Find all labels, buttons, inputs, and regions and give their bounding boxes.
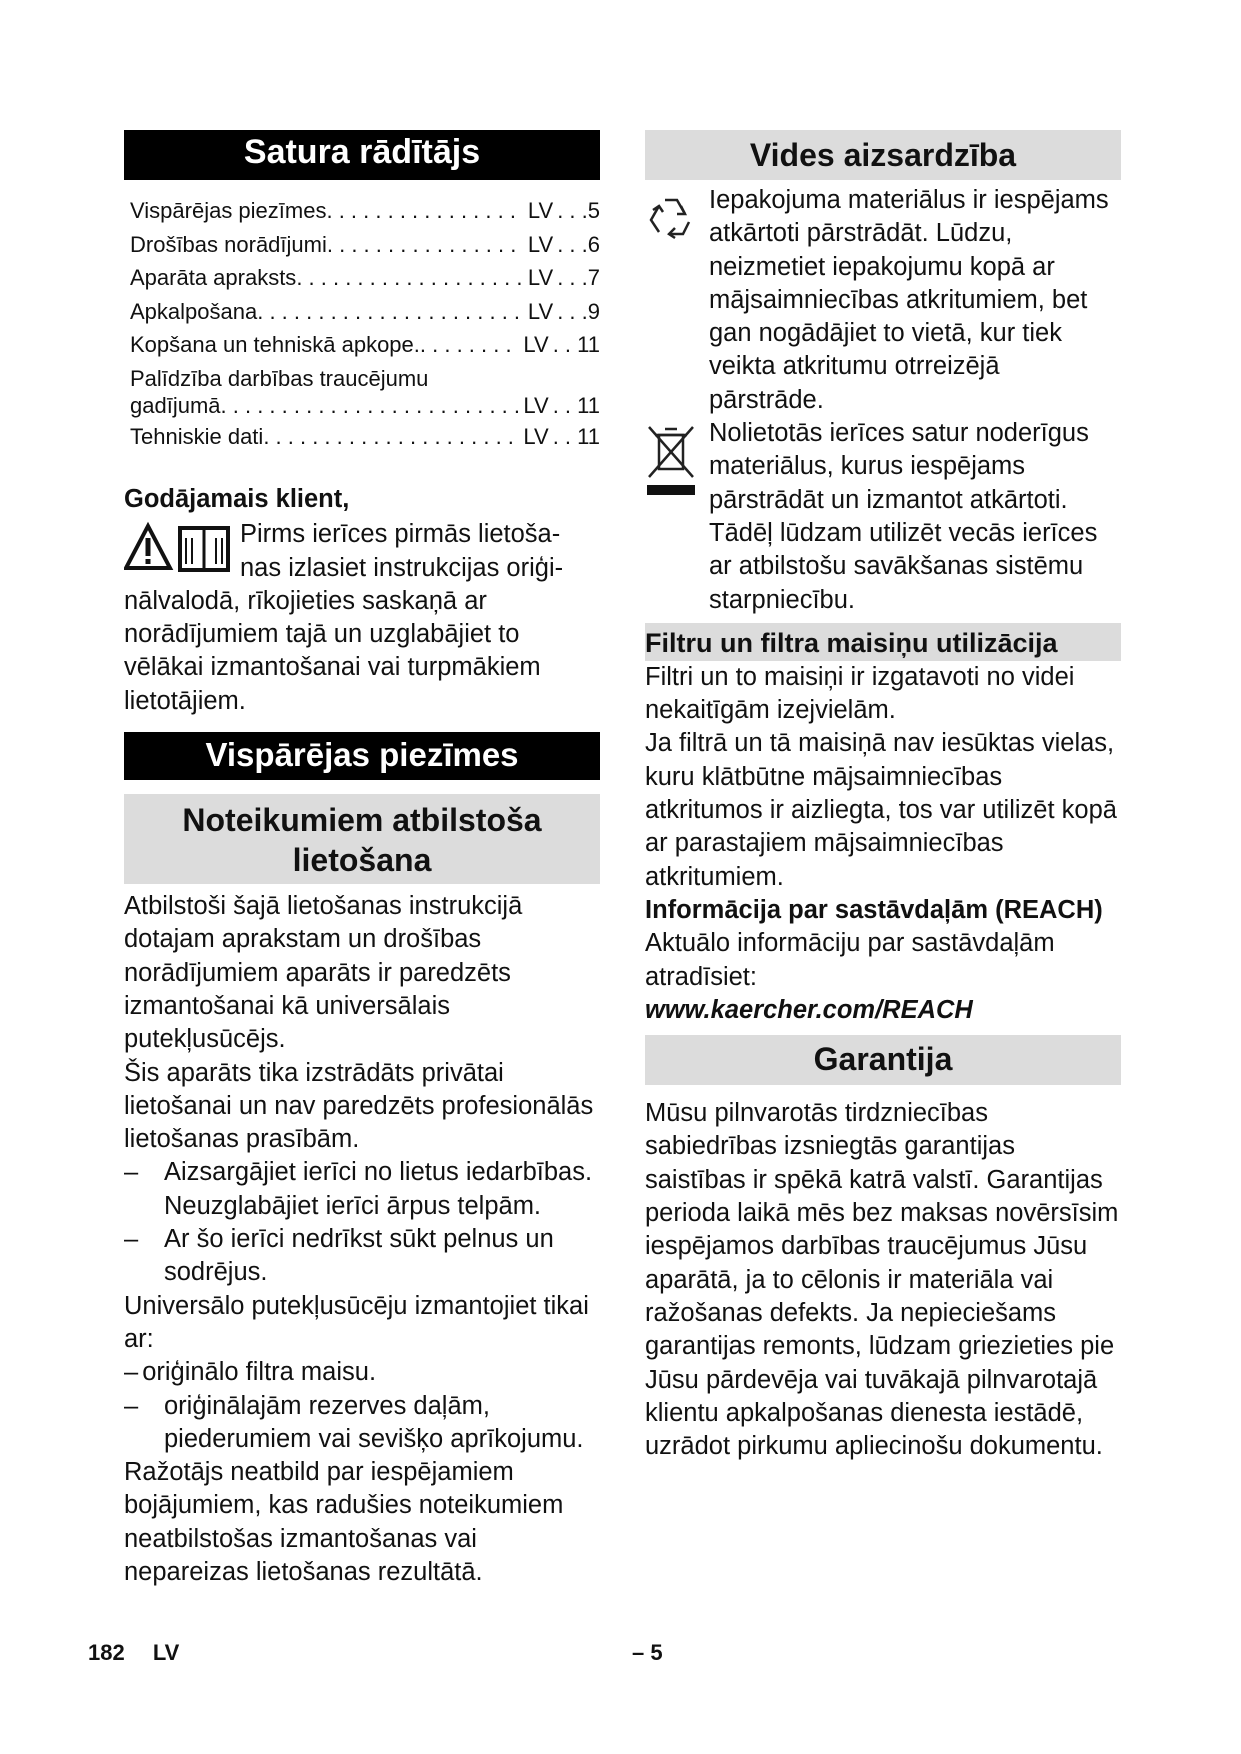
- left-column: [124, 130, 600, 1589]
- warranty-text: Mūsu pilnvarotās tirdzniecības sabiedrības izsniegtās garantijas saistības ir spēkā katrā valstī. Garantijas perioda laikā mēs bez maksas novērsīsim iespējamos darbības traucējumus Jūsu aparātā, ja to cēlonis ir materiāla vai ražošanas defekts. Ja nepieciešams garantijas remonts, lūdzam griezieties pie Jūsu pārdevēja vai tuvākajā pilnvarotajā klientu apkalpošanas dienesta iestādē, uzrādot pirkumu apliecinošu dokumentu.: [645, 1099, 1119, 1461]
- warranty-title: Garantija: [645, 1035, 1121, 1085]
- paragraph: Universālo putekļusūcēju izmantojiet tikai ar:: [124, 1291, 589, 1353]
- list-item: [124, 1390, 600, 1457]
- toc-title: Vispārējas piezīmes: [130, 198, 327, 223]
- intro-first-lines: [240, 518, 563, 585]
- toc-title: gadījumā: [130, 392, 221, 418]
- greeting: Godājamais klient,: [124, 485, 350, 513]
- subsection-title: Noteikumiem atbilstoša lietošana: [124, 794, 600, 884]
- right-column: [645, 130, 1121, 1463]
- paragraph: Filtri un to maisiņi ir izgatavoti no videi nekaitīgām izejvielām.: [645, 662, 1075, 725]
- toc-title: Drošības norādījumi: [130, 231, 327, 257]
- list-item: [124, 1156, 600, 1223]
- bullet-dash: –: [124, 1358, 139, 1387]
- toc-title-line1: Palīdzība darbības traucējumu: [130, 365, 429, 391]
- reach-text: Aktuālo informāciju par sastāvdaļām atradīsiet:: [645, 929, 1055, 991]
- toc-page-num: 11: [577, 423, 600, 449]
- toc-page-num: 9: [587, 298, 600, 324]
- toc-header: Satura rādītājs: [124, 130, 600, 180]
- toc-page-num: 11: [577, 332, 600, 357]
- toc-page-num: 6: [587, 231, 600, 257]
- toc-page: . . .6: [557, 231, 600, 257]
- toc-page-num: 7: [587, 265, 600, 290]
- center-page-mark: – 5: [632, 1640, 663, 1665]
- toc-row[interactable]: [124, 261, 600, 295]
- toc-lang: LV: [523, 392, 549, 418]
- bullet-dash: –: [124, 1391, 139, 1420]
- footer-language: LV: [152, 1640, 180, 1665]
- recycling-icon: [645, 184, 709, 249]
- reach-link[interactable]: www.kaercher.com/REACH: [645, 995, 973, 1024]
- list-item: [124, 1223, 600, 1290]
- list-item-text: oriģinālajām rezerves daļām, piederumiem vai sevišķo aprīkojumu.: [164, 1391, 584, 1453]
- toc-row[interactable]: [124, 228, 600, 262]
- crossed-bin-icon: [645, 417, 709, 508]
- intro-line-2: nas izlasiet instrukcijas oriģi-: [240, 553, 564, 582]
- toc-leader: [221, 392, 520, 420]
- reach-title: Informācija par sastāvdaļām (REACH): [645, 895, 1103, 924]
- toc-page: . . 11: [552, 392, 600, 418]
- bullet-list: [124, 1156, 600, 1289]
- env-title: Vides aizsardzība: [645, 130, 1121, 180]
- paragraph: Ja filtrā un tā maisiņā nav iesūktas vielas, kuru klātbūtne mājsaimniecības atkritumos ir aizliegta, tos var utilizēt kopā ar parastajiem mājsaimniecības atkritumiem.: [645, 729, 1117, 891]
- list-item-text: Aizsargājiet ierīci no lietus iedarbības. Neuzglabājiet ierīci ārpus telpām.: [164, 1158, 593, 1220]
- intro-row: [124, 518, 600, 585]
- toc-leader: [257, 295, 524, 329]
- toc-title: Kopšana un tehniskā apkope.: [130, 332, 420, 357]
- toc-lang: LV: [527, 265, 554, 290]
- bullet-dash: –: [124, 1225, 139, 1254]
- intro-line-1: Pirms ierīces pirmās lietoša-: [240, 520, 561, 549]
- bullet-list: [124, 1356, 600, 1456]
- toc-page: . . .9: [557, 298, 600, 324]
- toc-title: Tehniskie dati: [130, 423, 264, 449]
- paragraph: Šis aparāts tika izstrādāts privātai lietošanai un nav paredzēts profesionālās lietošanas prasībām.: [124, 1058, 594, 1154]
- page-footer: [88, 1640, 179, 1666]
- list-item: [124, 1356, 600, 1389]
- toc-leader: [327, 228, 524, 262]
- toc-title: Aparāta apraksts: [130, 265, 297, 290]
- toc-row[interactable]: [124, 420, 600, 454]
- toc-page: . . .5: [557, 198, 600, 223]
- table-of-contents: [124, 194, 600, 453]
- section-title: Vispārējas piezīmes: [124, 732, 600, 780]
- toc-row[interactable]: [124, 392, 600, 420]
- toc-leader: [296, 261, 524, 295]
- bullet-dash: –: [124, 1158, 139, 1187]
- paragraph: Ražotājs neatbild par iespējamiem bojājumiem, kas radušies noteikumiem neatbilstošas izmantošanas vai nepareizas lietošanas rezultātā.: [124, 1458, 564, 1587]
- toc-leader: [420, 328, 520, 362]
- env-row-weee: [645, 417, 1121, 617]
- toc-row[interactable]: [124, 295, 600, 329]
- toc-lang: LV: [527, 298, 554, 324]
- toc-lang: LV: [523, 423, 549, 449]
- env-text-appliances: Nolietotās ierīces satur noderīgus materiālus, kurus iespējams pārstrādāt un izmantot atkārtoti. Tādēļ lūdzam utilizēt vecās ierīces ar atbilstošu savākšanas sistēmu starpniecību.: [709, 419, 1098, 614]
- page-number: 182: [88, 1640, 125, 1665]
- toc-leader: [326, 194, 523, 228]
- list-item-text: Ar šo ierīci nedrīkst sūkt pelnus un sodrējus.: [164, 1225, 554, 1287]
- toc-page: . . 11: [552, 423, 600, 449]
- intro-text: nālvalodā, rīkojieties saskaņā ar norādījumiem tajā un uzglabājiet to vēlākai izmantošanai vai turpmākiem lietotājiem.: [124, 586, 541, 715]
- toc-lang: LV: [527, 231, 554, 257]
- toc-row[interactable]: [124, 328, 600, 362]
- filter-title: Filtru un filtra maisiņu utilizācija: [645, 623, 1121, 661]
- toc-title: Apkalpošana: [130, 298, 258, 324]
- env-text-packaging: Iepakojuma materiālus ir iespējams atkārtoti pārstrādāt. Lūdzu, neizmetiet iepakojumu kopā ar mājsaimniecības atkritumiem, bet gan nogādājiet to vietā, kur tiek veikta atkritumu otrreizējā pārstrāde.: [709, 186, 1109, 414]
- toc-lang: LV: [527, 198, 554, 223]
- list-item-text: oriģinālo filtra maisu.: [142, 1358, 377, 1387]
- toc-page: . . .7: [557, 265, 600, 290]
- env-row-recycling: [645, 184, 1121, 417]
- toc-row[interactable]: [124, 194, 600, 228]
- toc-page: . . 11: [552, 332, 600, 357]
- toc-lang: LV: [523, 332, 549, 357]
- toc-page-num: 5: [587, 198, 600, 223]
- warning-manual-icon: [124, 518, 240, 582]
- paragraph: Atbilstoši šajā lietošanas instrukcijā dotajam aprakstam un drošības norādījumiem aparāts ir paredzēts izmantošanai kā universālais putekļusūcējs.: [124, 892, 523, 1054]
- toc-page-num: 11: [577, 392, 600, 418]
- toc-leader: [263, 420, 519, 454]
